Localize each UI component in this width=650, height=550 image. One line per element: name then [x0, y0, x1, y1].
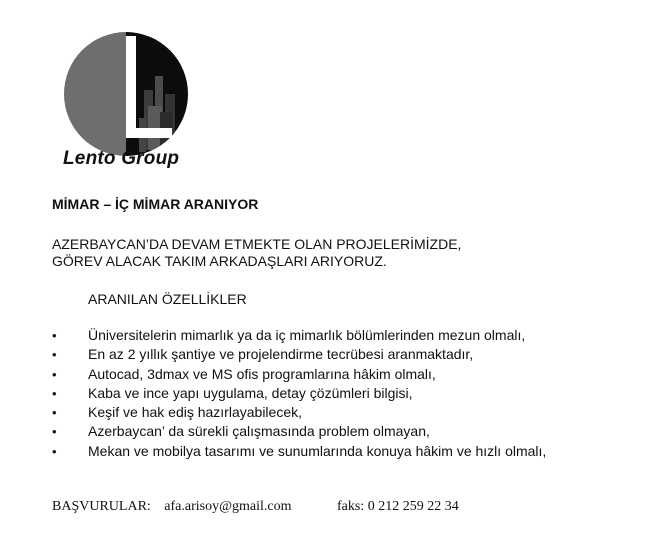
- intro-line: GÖREV ALACAK TAKIM ARKADAŞLARI ARIYORUZ.: [52, 253, 387, 269]
- logo-text: Lento Group: [63, 148, 180, 169]
- bullet-icon: •: [52, 385, 57, 401]
- email-link[interactable]: afa.arisoy@gmail.com: [164, 499, 292, 514]
- requirement-text: Üniversitelerin mimarlık ya da iç mimarlık bölümlerinden mezun olmalı,: [88, 327, 526, 343]
- page-title: MİMAR – İÇ MİMAR ARANIYOR: [52, 196, 259, 212]
- bullet-icon: •: [52, 347, 57, 363]
- bullet-icon: •: [52, 366, 57, 382]
- requirement-text: Keşif ve hak ediş hazırlayabilecek,: [88, 404, 302, 421]
- intro-line: AZERBAYCAN’DA DEVAM ETMEKTE OLAN PROJELERİMİZDE,: [52, 236, 462, 252]
- requirement-text: Mekan ve mobilya tasarımı ve sunumlarında konuya hâkim ve hızlı olmalı,: [88, 442, 547, 459]
- applications-label: BAŞVURULAR:: [52, 499, 151, 514]
- fax-number: faks: 0 212 259 22 34: [336, 499, 459, 514]
- bullet-icon: •: [52, 328, 57, 343]
- bullet-icon: •: [52, 405, 57, 421]
- bullet-icon: •: [52, 424, 57, 440]
- requirement-text: Azerbaycan’ da sürekli çalışmasında problem olmayan,: [88, 423, 430, 440]
- application-contact: [52, 499, 459, 515]
- bullet-icon: •: [52, 443, 57, 459]
- requirement-text: Autocad, 3dmax ve MS ofis programlarına hâkim olmalı,: [88, 365, 436, 382]
- requirement-text: En az 2 yıllık şantiye ve projelendirme tecrübesi aranmaktadır,: [88, 346, 474, 363]
- requirements-heading: ARANILAN ÖZELLİKLER: [88, 291, 247, 307]
- intro-text: [52, 236, 461, 270]
- requirement-text: Kaba ve ince yapı uygulama, detay çözümleri bilgisi,: [88, 384, 413, 401]
